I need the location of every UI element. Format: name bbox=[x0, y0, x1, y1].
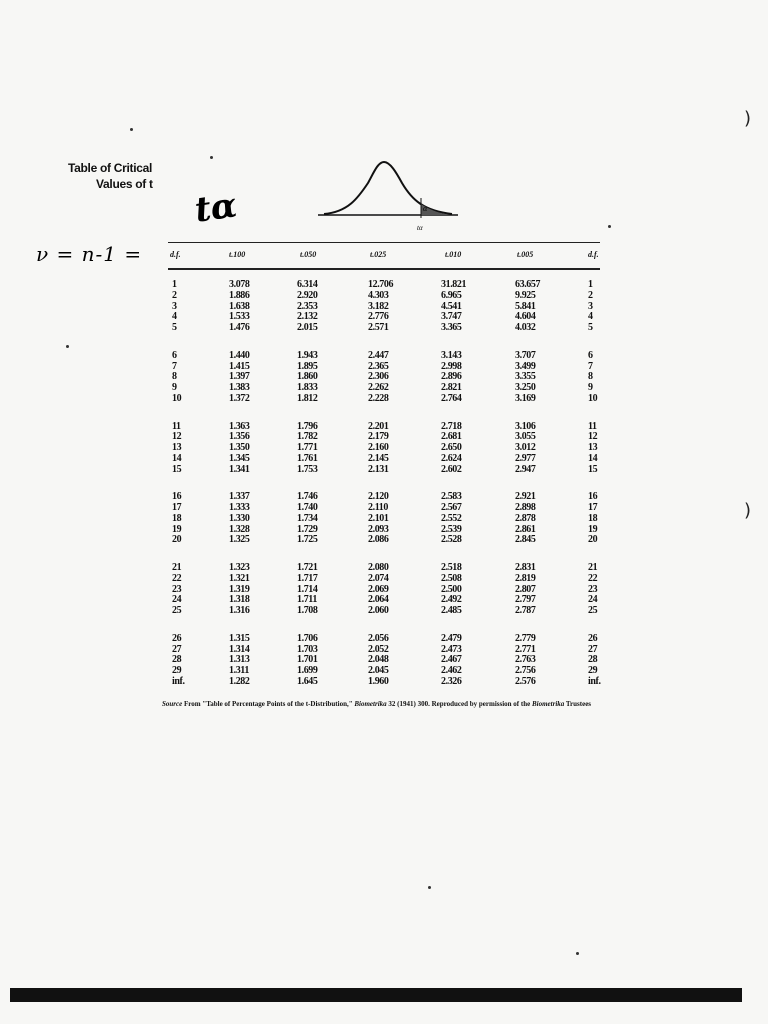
cell-t050: 1.729 bbox=[297, 523, 318, 535]
cell-df-left: 7 bbox=[172, 360, 177, 372]
header-df-right: d.f. bbox=[588, 250, 599, 259]
cell-t050: 6.314 bbox=[297, 279, 318, 290]
header-t010: t.010 bbox=[445, 250, 462, 259]
cell-t005: 2.771 bbox=[515, 643, 536, 655]
cell-t100: 1.337 bbox=[229, 491, 250, 503]
cell-t100: 1.325 bbox=[229, 534, 250, 546]
cell-t025: 2.069 bbox=[368, 583, 389, 595]
cell-t010: 2.473 bbox=[441, 643, 462, 655]
cell-t025: 2.101 bbox=[368, 512, 389, 524]
cell-df-right: 13 bbox=[588, 442, 598, 453]
cell-df-left: 1 bbox=[172, 279, 177, 290]
cell-t010: 2.539 bbox=[441, 523, 462, 535]
cell-df-right: 10 bbox=[588, 392, 598, 404]
cell-t025: 2.056 bbox=[368, 632, 389, 644]
cell-t005: 2.819 bbox=[515, 572, 536, 584]
cell-df-right: 23 bbox=[588, 583, 598, 595]
cell-t025: 2.052 bbox=[368, 643, 389, 655]
cell-df-right: 22 bbox=[588, 572, 598, 584]
cell-t005: 2.878 bbox=[515, 512, 536, 524]
table-title bbox=[68, 160, 153, 192]
cell-df-left: 25 bbox=[172, 605, 182, 616]
cell-df-right: 24 bbox=[588, 594, 598, 606]
cell-df-left: 3 bbox=[172, 300, 177, 312]
cell-df-right: 5 bbox=[588, 322, 593, 333]
cell-t010: 2.479 bbox=[441, 632, 462, 644]
cell-df-right: 17 bbox=[588, 502, 598, 513]
cell-df-right: 25 bbox=[588, 605, 598, 616]
cell-t050: 1.895 bbox=[297, 360, 318, 372]
cell-t050: 1.701 bbox=[297, 654, 318, 666]
cell-df-left: 10 bbox=[172, 392, 182, 404]
scan-speck bbox=[428, 886, 431, 889]
source-text-2: 32 (1941) 300. Reproduced by permission of the bbox=[388, 700, 531, 708]
cell-df-left: 19 bbox=[172, 523, 182, 535]
title-line-1: Table of Critical bbox=[68, 161, 153, 175]
cell-t010: 2.462 bbox=[441, 665, 462, 676]
cell-t050: 1.796 bbox=[297, 420, 318, 432]
cell-t005: 3.355 bbox=[515, 371, 536, 383]
cell-t010: 2.552 bbox=[441, 512, 462, 524]
cell-df-left: 9 bbox=[172, 382, 177, 393]
cell-t025: 2.060 bbox=[368, 605, 389, 616]
cell-t005: 3.169 bbox=[515, 392, 536, 404]
scan-speck bbox=[66, 345, 69, 348]
cell-df-left: 23 bbox=[172, 583, 182, 595]
cell-t100: 1.330 bbox=[229, 512, 250, 524]
cell-t100: 1.328 bbox=[229, 523, 250, 535]
cell-t010: 4.541 bbox=[441, 300, 462, 312]
cell-t025: 2.074 bbox=[368, 572, 389, 584]
cell-t005: 3.012 bbox=[515, 442, 536, 453]
cell-t100: 1.323 bbox=[229, 562, 250, 573]
cell-t005: 2.763 bbox=[515, 654, 536, 666]
cell-t100: 1.476 bbox=[229, 322, 250, 333]
cell-t010: 2.650 bbox=[441, 442, 462, 453]
cell-t005: 2.947 bbox=[515, 463, 536, 475]
cell-df-right: 26 bbox=[588, 632, 598, 644]
cell-t025: 4.303 bbox=[368, 289, 389, 301]
cell-t010: 2.528 bbox=[441, 534, 462, 546]
t-alpha-label: tα bbox=[417, 224, 423, 232]
handwritten-dof-note: ν = n-1 = bbox=[36, 242, 143, 266]
cell-t100: 1.316 bbox=[229, 605, 250, 616]
bell-curve bbox=[324, 162, 452, 214]
cell-t005: 9.925 bbox=[515, 289, 536, 301]
header-t100: t.100 bbox=[229, 250, 246, 259]
cell-t010: 3.747 bbox=[441, 311, 462, 323]
cell-t010: 2.718 bbox=[441, 420, 462, 432]
cell-t050: 2.015 bbox=[297, 322, 318, 333]
cell-t100: 1.415 bbox=[229, 360, 250, 372]
cell-df-right: 21 bbox=[588, 562, 598, 573]
cell-t100: 1.313 bbox=[229, 654, 250, 666]
header-df-left: d.f. bbox=[170, 250, 181, 259]
cell-df-right: 29 bbox=[588, 665, 598, 676]
cell-t025: 2.365 bbox=[368, 360, 389, 372]
scan-speck bbox=[576, 952, 579, 955]
cell-t005: 2.898 bbox=[515, 502, 536, 513]
cell-t100: 1.533 bbox=[229, 311, 250, 323]
cell-df-left: 26 bbox=[172, 632, 182, 644]
cell-t025: 2.201 bbox=[368, 420, 389, 432]
cell-df-right: 15 bbox=[588, 463, 598, 475]
cell-t005: 2.921 bbox=[515, 491, 536, 503]
scan-bottom-edge bbox=[10, 988, 742, 1002]
cell-t010: 31.821 bbox=[441, 279, 467, 290]
cell-t100: 1.321 bbox=[229, 572, 250, 584]
cell-t025: 2.131 bbox=[368, 463, 389, 475]
cell-df-left: inf. bbox=[172, 675, 185, 687]
cell-t050: 1.740 bbox=[297, 502, 318, 513]
scan-mark-top-right: ) bbox=[744, 108, 752, 129]
cell-t025: 2.179 bbox=[368, 431, 389, 443]
cell-t025: 2.228 bbox=[368, 392, 389, 404]
cell-df-right: 19 bbox=[588, 523, 598, 535]
cell-df-left: 20 bbox=[172, 534, 182, 546]
cell-t025: 2.086 bbox=[368, 534, 389, 546]
cell-df-left: 17 bbox=[172, 502, 182, 513]
cell-t100: 1.319 bbox=[229, 583, 250, 595]
cell-t005: 3.707 bbox=[515, 349, 536, 361]
t-distribution-curve-figure bbox=[318, 158, 458, 233]
cell-t050: 1.711 bbox=[297, 594, 317, 606]
source-text-1: From "Table of Percentage Points of the t-Distribution," bbox=[183, 700, 353, 708]
cell-t050: 1.706 bbox=[297, 632, 318, 644]
cell-df-right: 18 bbox=[588, 512, 598, 524]
cell-t100: 1.350 bbox=[229, 442, 250, 453]
cell-t050: 1.645 bbox=[297, 675, 318, 687]
cell-t025: 2.145 bbox=[368, 452, 389, 464]
cell-t005: 2.779 bbox=[515, 632, 536, 644]
cell-t050: 1.833 bbox=[297, 382, 318, 393]
cell-t025: 3.182 bbox=[368, 300, 389, 312]
cell-t050: 1.714 bbox=[297, 583, 318, 595]
cell-t100: 1.638 bbox=[229, 300, 250, 312]
cell-t025: 2.120 bbox=[368, 491, 389, 503]
cell-t025: 2.093 bbox=[368, 523, 389, 535]
cell-t010: 3.143 bbox=[441, 349, 462, 361]
cell-df-right: 27 bbox=[588, 643, 598, 655]
cell-t005: 3.106 bbox=[515, 420, 536, 432]
scan-speck bbox=[210, 156, 213, 159]
cell-df-left: 28 bbox=[172, 654, 182, 666]
cell-t010: 2.681 bbox=[441, 431, 462, 443]
cell-df-right: 12 bbox=[588, 431, 598, 443]
cell-df-right: 28 bbox=[588, 654, 598, 666]
table-header-rule bbox=[168, 268, 600, 270]
cell-t005: 2.807 bbox=[515, 583, 536, 595]
cell-df-left: 18 bbox=[172, 512, 182, 524]
source-label: Source bbox=[162, 700, 183, 708]
cell-df-right: 3 bbox=[588, 300, 593, 312]
cell-df-left: 13 bbox=[172, 442, 182, 453]
cell-t010: 2.896 bbox=[441, 371, 462, 383]
cell-t025: 2.571 bbox=[368, 322, 389, 333]
cell-t100: 1.383 bbox=[229, 382, 250, 393]
cell-t050: 1.721 bbox=[297, 562, 318, 573]
cell-t010: 2.998 bbox=[441, 360, 462, 372]
cell-t025: 2.160 bbox=[368, 442, 389, 453]
cell-df-right: 4 bbox=[588, 311, 593, 323]
cell-t025: 2.262 bbox=[368, 382, 389, 393]
cell-t025: 2.110 bbox=[368, 502, 388, 513]
scan-speck bbox=[608, 225, 611, 228]
cell-t100: 1.440 bbox=[229, 349, 250, 361]
cell-df-left: 29 bbox=[172, 665, 182, 676]
cell-t005: 2.576 bbox=[515, 675, 536, 687]
cell-t010: 2.764 bbox=[441, 392, 462, 404]
cell-t050: 1.943 bbox=[297, 349, 318, 361]
header-t025: t.025 bbox=[370, 250, 387, 259]
cell-t025: 2.447 bbox=[368, 349, 389, 361]
cell-t005: 4.032 bbox=[515, 322, 536, 333]
cell-t005: 4.604 bbox=[515, 311, 536, 323]
cell-t010: 2.500 bbox=[441, 583, 462, 595]
cell-t010: 2.624 bbox=[441, 452, 462, 464]
cell-df-left: 14 bbox=[172, 452, 182, 464]
cell-df-left: 11 bbox=[172, 420, 181, 432]
cell-t050: 1.746 bbox=[297, 491, 318, 503]
cell-t050: 2.353 bbox=[297, 300, 318, 312]
cell-t025: 2.064 bbox=[368, 594, 389, 606]
cell-t050: 1.703 bbox=[297, 643, 318, 655]
handwritten-t-alpha: tα bbox=[192, 185, 240, 231]
cell-t100: 1.886 bbox=[229, 289, 250, 301]
cell-t050: 1.753 bbox=[297, 463, 318, 475]
cell-t100: 1.282 bbox=[229, 675, 250, 687]
cell-df-left: 6 bbox=[172, 349, 177, 361]
cell-t100: 1.311 bbox=[229, 665, 249, 676]
cell-t050: 1.860 bbox=[297, 371, 318, 383]
cell-t050: 1.782 bbox=[297, 431, 318, 443]
cell-t005: 63.657 bbox=[515, 279, 541, 290]
cell-t100: 1.318 bbox=[229, 594, 250, 606]
cell-t005: 2.831 bbox=[515, 562, 536, 573]
cell-t025: 2.048 bbox=[368, 654, 389, 666]
source-journal: Biometrika bbox=[354, 700, 387, 708]
cell-t050: 1.812 bbox=[297, 392, 318, 404]
cell-t025: 2.045 bbox=[368, 665, 389, 676]
cell-t010: 2.492 bbox=[441, 594, 462, 606]
cell-df-right: 16 bbox=[588, 491, 598, 503]
cell-t005: 2.756 bbox=[515, 665, 536, 676]
cell-t005: 2.977 bbox=[515, 452, 536, 464]
cell-t005: 2.797 bbox=[515, 594, 536, 606]
cell-df-right: 14 bbox=[588, 452, 598, 464]
source-note bbox=[162, 699, 604, 709]
cell-t100: 1.315 bbox=[229, 632, 250, 644]
cell-t100: 1.372 bbox=[229, 392, 250, 404]
cell-t010: 2.467 bbox=[441, 654, 462, 666]
header-t050: t.050 bbox=[300, 250, 317, 259]
table-top-rule bbox=[168, 242, 600, 243]
source-text-3: Trustees bbox=[565, 700, 592, 708]
cell-t025: 2.776 bbox=[368, 311, 389, 323]
source-trustees: Biometrika bbox=[531, 700, 565, 708]
cell-t005: 3.250 bbox=[515, 382, 536, 393]
cell-t050: 1.708 bbox=[297, 605, 318, 616]
cell-t010: 6.965 bbox=[441, 289, 462, 301]
cell-t050: 2.920 bbox=[297, 289, 318, 301]
cell-df-left: 21 bbox=[172, 562, 182, 573]
cell-t100: 1.356 bbox=[229, 431, 250, 443]
cell-t100: 1.341 bbox=[229, 463, 250, 475]
cell-df-left: 24 bbox=[172, 594, 182, 606]
cell-df-left: 8 bbox=[172, 371, 177, 383]
cell-df-left: 22 bbox=[172, 572, 182, 584]
cell-df-left: 15 bbox=[172, 463, 182, 475]
cell-t025: 2.080 bbox=[368, 562, 389, 573]
cell-df-left: 5 bbox=[172, 322, 177, 333]
cell-df-left: 12 bbox=[172, 431, 182, 443]
cell-t050: 1.771 bbox=[297, 442, 318, 453]
cell-t100: 1.363 bbox=[229, 420, 250, 432]
alpha-label: α bbox=[423, 204, 428, 213]
cell-t010: 2.518 bbox=[441, 562, 462, 573]
cell-t010: 2.602 bbox=[441, 463, 462, 475]
cell-df-right: 8 bbox=[588, 371, 593, 383]
cell-t050: 2.132 bbox=[297, 311, 318, 323]
cell-df-left: 27 bbox=[172, 643, 182, 655]
cell-df-right: 6 bbox=[588, 349, 593, 361]
cell-t025: 1.960 bbox=[368, 675, 389, 687]
cell-t005: 5.841 bbox=[515, 300, 536, 312]
scan-speck bbox=[130, 128, 133, 131]
cell-t005: 3.499 bbox=[515, 360, 536, 372]
cell-t050: 1.717 bbox=[297, 572, 318, 584]
cell-df-right: 11 bbox=[588, 420, 597, 432]
cell-t100: 1.397 bbox=[229, 371, 250, 383]
cell-t100: 1.314 bbox=[229, 643, 250, 655]
cell-t005: 3.055 bbox=[515, 431, 536, 443]
cell-t010: 2.583 bbox=[441, 491, 462, 503]
cell-df-right: inf. bbox=[588, 675, 601, 687]
cell-t050: 1.761 bbox=[297, 452, 318, 464]
cell-df-right: 1 bbox=[588, 279, 593, 290]
cell-df-left: 2 bbox=[172, 289, 177, 301]
cell-t100: 1.345 bbox=[229, 452, 250, 464]
cell-t005: 2.861 bbox=[515, 523, 536, 535]
cell-t005: 2.845 bbox=[515, 534, 536, 546]
cell-t050: 1.734 bbox=[297, 512, 318, 524]
cell-t100: 1.333 bbox=[229, 502, 250, 513]
cell-df-left: 4 bbox=[172, 311, 177, 323]
cell-df-right: 9 bbox=[588, 382, 593, 393]
cell-t010: 2.485 bbox=[441, 605, 462, 616]
cell-t050: 1.699 bbox=[297, 665, 318, 676]
cell-df-right: 7 bbox=[588, 360, 593, 372]
cell-t010: 3.365 bbox=[441, 322, 462, 333]
cell-df-left: 16 bbox=[172, 491, 182, 503]
cell-t010: 2.508 bbox=[441, 572, 462, 584]
header-t005: t.005 bbox=[517, 250, 534, 259]
cell-df-right: 20 bbox=[588, 534, 598, 546]
cell-t025: 12.706 bbox=[368, 279, 394, 290]
cell-t005: 2.787 bbox=[515, 605, 536, 616]
scan-mark-mid-right: ) bbox=[744, 500, 752, 521]
cell-t050: 1.725 bbox=[297, 534, 318, 546]
cell-t010: 2.326 bbox=[441, 675, 462, 687]
cell-t100: 3.078 bbox=[229, 279, 250, 290]
cell-t010: 2.821 bbox=[441, 382, 462, 393]
cell-t025: 2.306 bbox=[368, 371, 389, 383]
title-line-2: Values of t bbox=[96, 177, 153, 191]
cell-df-right: 2 bbox=[588, 289, 593, 301]
cell-t010: 2.567 bbox=[441, 502, 462, 513]
